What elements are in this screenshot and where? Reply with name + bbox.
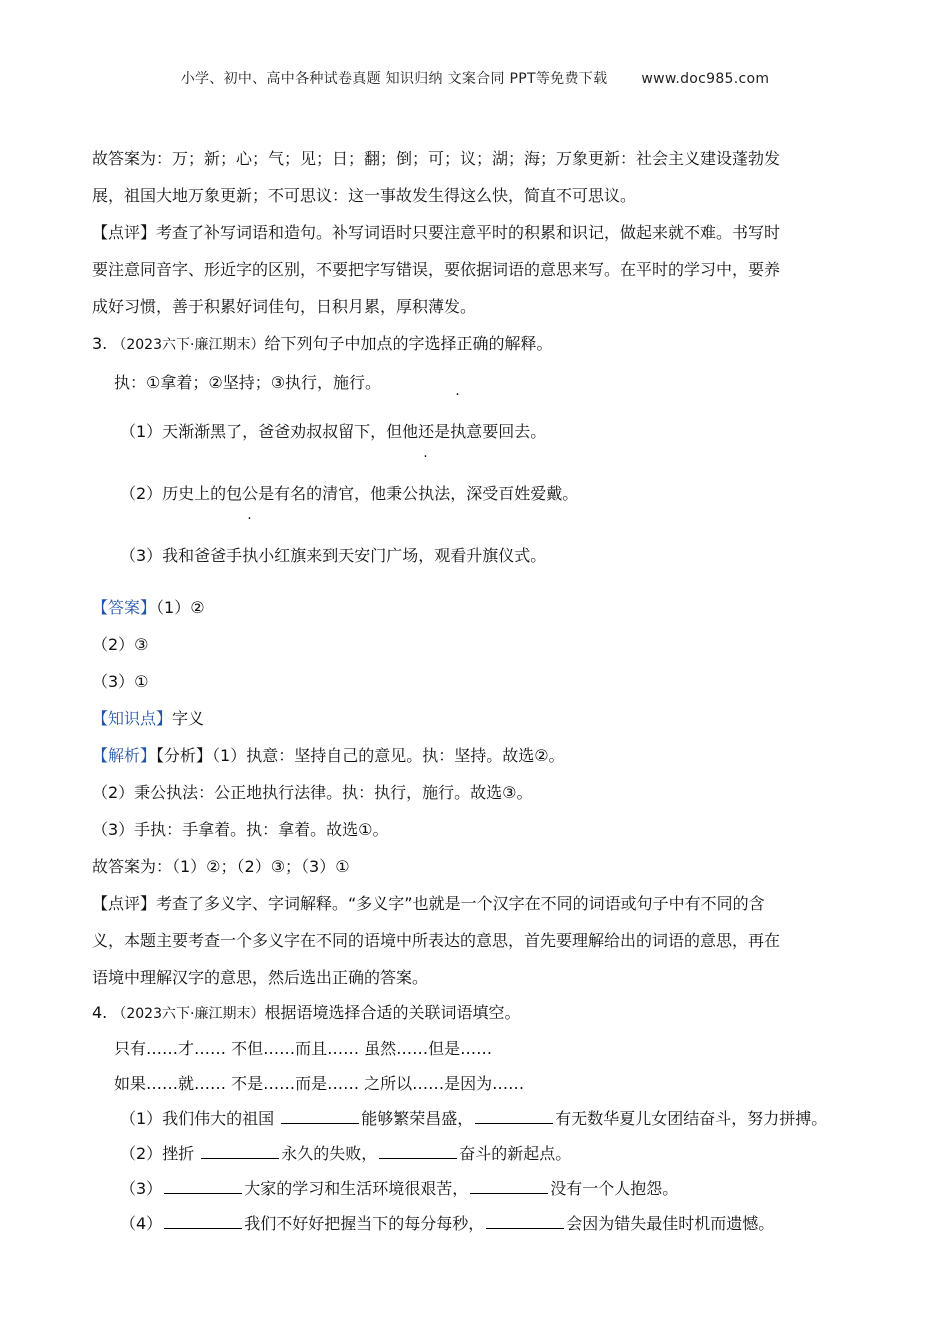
header-title: 小学、初中、高中各种试卷真题 知识归纳 文案合同 PPT等免费下载 [180,71,608,87]
q4-item-2-text: （2）挫折 [120,1144,200,1163]
q4-options-row-1: 只有……才…… 不但……而且…… 虽然……但是…… [114,1039,493,1058]
q3-final-answer: 故答案为：（1）②；（2）③；（3）① [92,857,350,876]
blank-input[interactable] [486,1214,564,1229]
q3-review-line: 义，本题主要考查一个多义字在不同的语境中所表达的意思，首先要理解给出的词语的意思，再在 [92,931,781,950]
q3-s2-dotted-char: 执 [418,484,435,503]
prev-review-line: 要注意同音字、形近字的区别，不要把字写错误，要依据词语的意思来写。在平时的学习中，要养 [92,260,781,279]
q4-item-4-text: （4） [120,1214,163,1233]
q3-prompt: 给下列句子中加点的字选择正确的解释。 [264,334,553,353]
q4-item-1-text: （1）我们伟大的祖国 [120,1109,280,1128]
q3-sentence-1 [92,401,862,463]
q3-s2-text: （2）历史上的包公是有名的清官，他秉公 [120,484,419,503]
q4-item-2-text: 永久的失败， [281,1144,378,1163]
q3-knowledge-text: 字义 [172,709,205,728]
prev-review-line: 成好习惯，善于积累好词佳句，日积月累，厚积薄发。 [92,297,477,316]
q3-review-line: 【点评】考查了多义字、字词解释。“多义字”也就是一个汉字在不同的词语或句子中有不同的含 [92,894,765,913]
q3-answer-1: （1）② [156,598,205,617]
q3-answer-2: （2）③ [92,635,149,654]
q4-item-3 [92,1171,862,1206]
blank-input[interactable] [470,1179,548,1194]
prev-answer-line: 故答案为：万；新；心；气；见；日；翻；倒；可；议；湖；海；万象更新：社会主义建设蓬勃发 [92,149,781,168]
q4-options-row-2: 如果……就…… 不是……而是…… 之所以……是因为…… [114,1074,525,1093]
q3-source: （2023六下·廉江期末） [112,337,265,353]
q3-analysis [92,737,862,774]
q3-analysis-3: （3）手执：手拿着。执：拿着。故选①。 [92,820,389,839]
q3-s3-dotted-char: 执 [242,546,259,565]
page-header [0,68,950,88]
q3-s2-text-after: 法，深受百姓爱戴。 [434,484,579,503]
q4-item-3-text: （3） [120,1179,163,1198]
prev-review-line: 【点评】考查了补写词语和造句。补写词语时只要注意平时的积累和识记，做起来就不难。书写时 [92,223,781,242]
q3-definitions: 执：①拿着；②坚持；③执行，施行。 [114,373,382,392]
blank-input[interactable] [475,1109,553,1124]
blank-input[interactable] [379,1144,457,1159]
q4-item-1-text: 能够繁荣昌盛， [361,1109,474,1128]
q4-item-2 [92,1136,862,1171]
q3-answer-3: （3）① [92,672,149,691]
q4-item-1-text: 有无数华夏儿女团结奋斗，努力拼搏。 [555,1109,828,1128]
q3-analysis-1: 【分析】（1）执意：坚持自己的意见。执：坚持。故选②。 [156,746,565,765]
q3-s3-text-after: 小红旗来到天安门广场，观看升旗仪式。 [258,546,547,565]
q4-item-4-text: 会因为错失最佳时机而遗憾。 [566,1214,775,1233]
q4-prompt: 根据语境选择合适的关联词语填空。 [264,1003,521,1022]
blank-input[interactable] [281,1109,359,1124]
question-4-heading [92,996,862,1031]
q3-s1-text: （1）天渐渐黑了，爸爸劝叔叔留下，但他还是 [120,422,451,441]
q4-item-3-text: 没有一个人抱怨。 [550,1179,679,1198]
q3-sentence-2 [92,463,862,525]
q3-answer [92,589,862,626]
blank-input[interactable] [201,1144,279,1159]
blank-input[interactable] [164,1214,242,1229]
header-site[interactable]: www.doc985.com [641,71,770,87]
q4-item-3-text: 大家的学习和生活环境很艰苦， [244,1179,469,1198]
q4-source: （2023六下·廉江期末） [112,1006,265,1022]
q4-item-1 [92,1101,862,1136]
q3-review-line: 语境中理解汉字的意思，然后选出正确的答案。 [92,968,429,987]
knowledge-tag: 【知识点】 [92,709,173,728]
q3-s1-dotted-char: 执 [450,422,467,441]
q4-item-4-text: 我们不好好把握当下的每分每秒， [244,1214,485,1233]
q3-s1-text-after: 意要回去。 [466,422,547,441]
q3-number: 3. [92,334,108,353]
question-3-heading [92,325,862,364]
q3-knowledge [92,700,862,737]
answer-tag: 【答案】 [92,598,157,617]
blank-input[interactable] [164,1179,242,1194]
q4-item-2-text: 奋斗的新起点。 [459,1144,572,1163]
q4-number: 4. [92,1003,108,1022]
prev-answer-line: 展，祖国大地万象更新；不可思议：这一事故发生得这么快，简直不可思议。 [92,186,637,205]
q3-sentence-3 [92,525,862,587]
q3-s3-text: （3）我和爸爸手 [120,546,243,565]
q4-item-4 [92,1206,862,1241]
q3-analysis-2: （2）秉公执法：公正地执行法律。执：执行，施行。故选③。 [92,783,533,802]
analysis-tag: 【解析】 [92,746,157,765]
document-body [92,140,862,1241]
